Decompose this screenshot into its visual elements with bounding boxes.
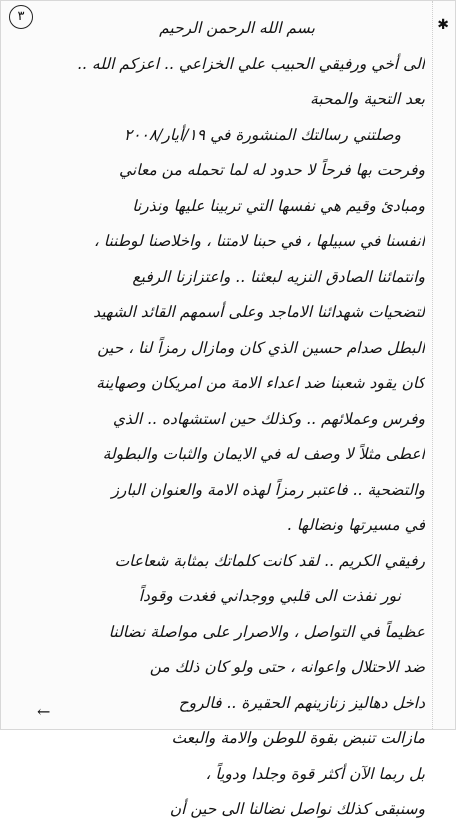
- margin-rule: [432, 1, 433, 729]
- letter-line: انفسنا في سبيلها ، في حبنا لامتنا ، واخلاصنا لوطننا ،: [93, 232, 425, 250]
- letter-line: ضد الاحتلال واعوانه ، حتى ولو كان ذلك من: [149, 658, 425, 676]
- letter-line: رفيقي الكريم .. لقد كانت كلماتك بمثابة شعاعات: [114, 551, 425, 570]
- continue-arrow-icon: ←: [37, 702, 51, 721]
- letter-line: وفرس وعملائهم .. وكذلك حين استشهاده .. الذي: [112, 409, 425, 428]
- letter-line: كان يقود شعبنا ضد اعداء الامة من امريكان وصهاينة: [96, 374, 425, 392]
- letter-line: البطل صدام حسين الذي كان ومازال رمزاً لنا ، حين: [97, 338, 425, 357]
- asterisk-icon: ✱: [437, 17, 449, 33]
- letter-line: وانتمائنا الصادق النزيه لبعثنا .. واعتزازنا الرفيع: [132, 267, 425, 286]
- letter-line: في مسيرتها ونضالها .: [286, 516, 425, 534]
- basmala-line: بسم الله الرحمن الرحيم: [159, 19, 315, 37]
- letter-line: وصلتني رسالتك المنشورة في ١٩/أيار/٢٠٠٨: [123, 125, 401, 144]
- page-number: ٣: [9, 5, 33, 29]
- letter-line: بل ربما الآن أكثر قوة وجلدا ودوياً ،: [205, 764, 425, 783]
- greeting-line: بعد التحية والمحبة: [310, 90, 425, 108]
- letter-line: ومبادئ وقيم هي نفسها التي تربينا عليها ونذرنا: [132, 196, 425, 215]
- letter-line: لتضحيات شهدائنا الاماجد وعلى أسمهم القائد الشهيد: [93, 303, 425, 321]
- letter-line: وفرحت بها فرحاً لا حدود له لما تحمله من معاني: [119, 161, 425, 179]
- letter-line: مازالت تنبض بقوة للوطن والامة والبعث: [171, 729, 425, 747]
- letter-line: داخل دهاليز زنازينهم الحقيرة .. فالروح: [178, 693, 425, 712]
- letter-body: [9, 11, 425, 828]
- letter-line: وسنبقى كذلك نواصل نضالنا الى حين أن: [169, 800, 425, 818]
- letter-line: اعطى مثلاً لا وصف له في الايمان والثبات والبطولة: [102, 445, 425, 463]
- letter-line: عظيماً في التواصل ، والاصرار على مواصلة نضالنا: [108, 622, 425, 641]
- letter-line: نور نفذت الى قلبي ووجداني فغدت وقوداً: [138, 587, 401, 605]
- letter-line: والتضحية .. فاعتبر رمزاً لهذه الامة والعنوان البارز: [111, 480, 425, 499]
- salutation-line: الى أخي ورفيقي الحبيب علي الخزاعي .. اعزكم الله ..: [77, 54, 425, 73]
